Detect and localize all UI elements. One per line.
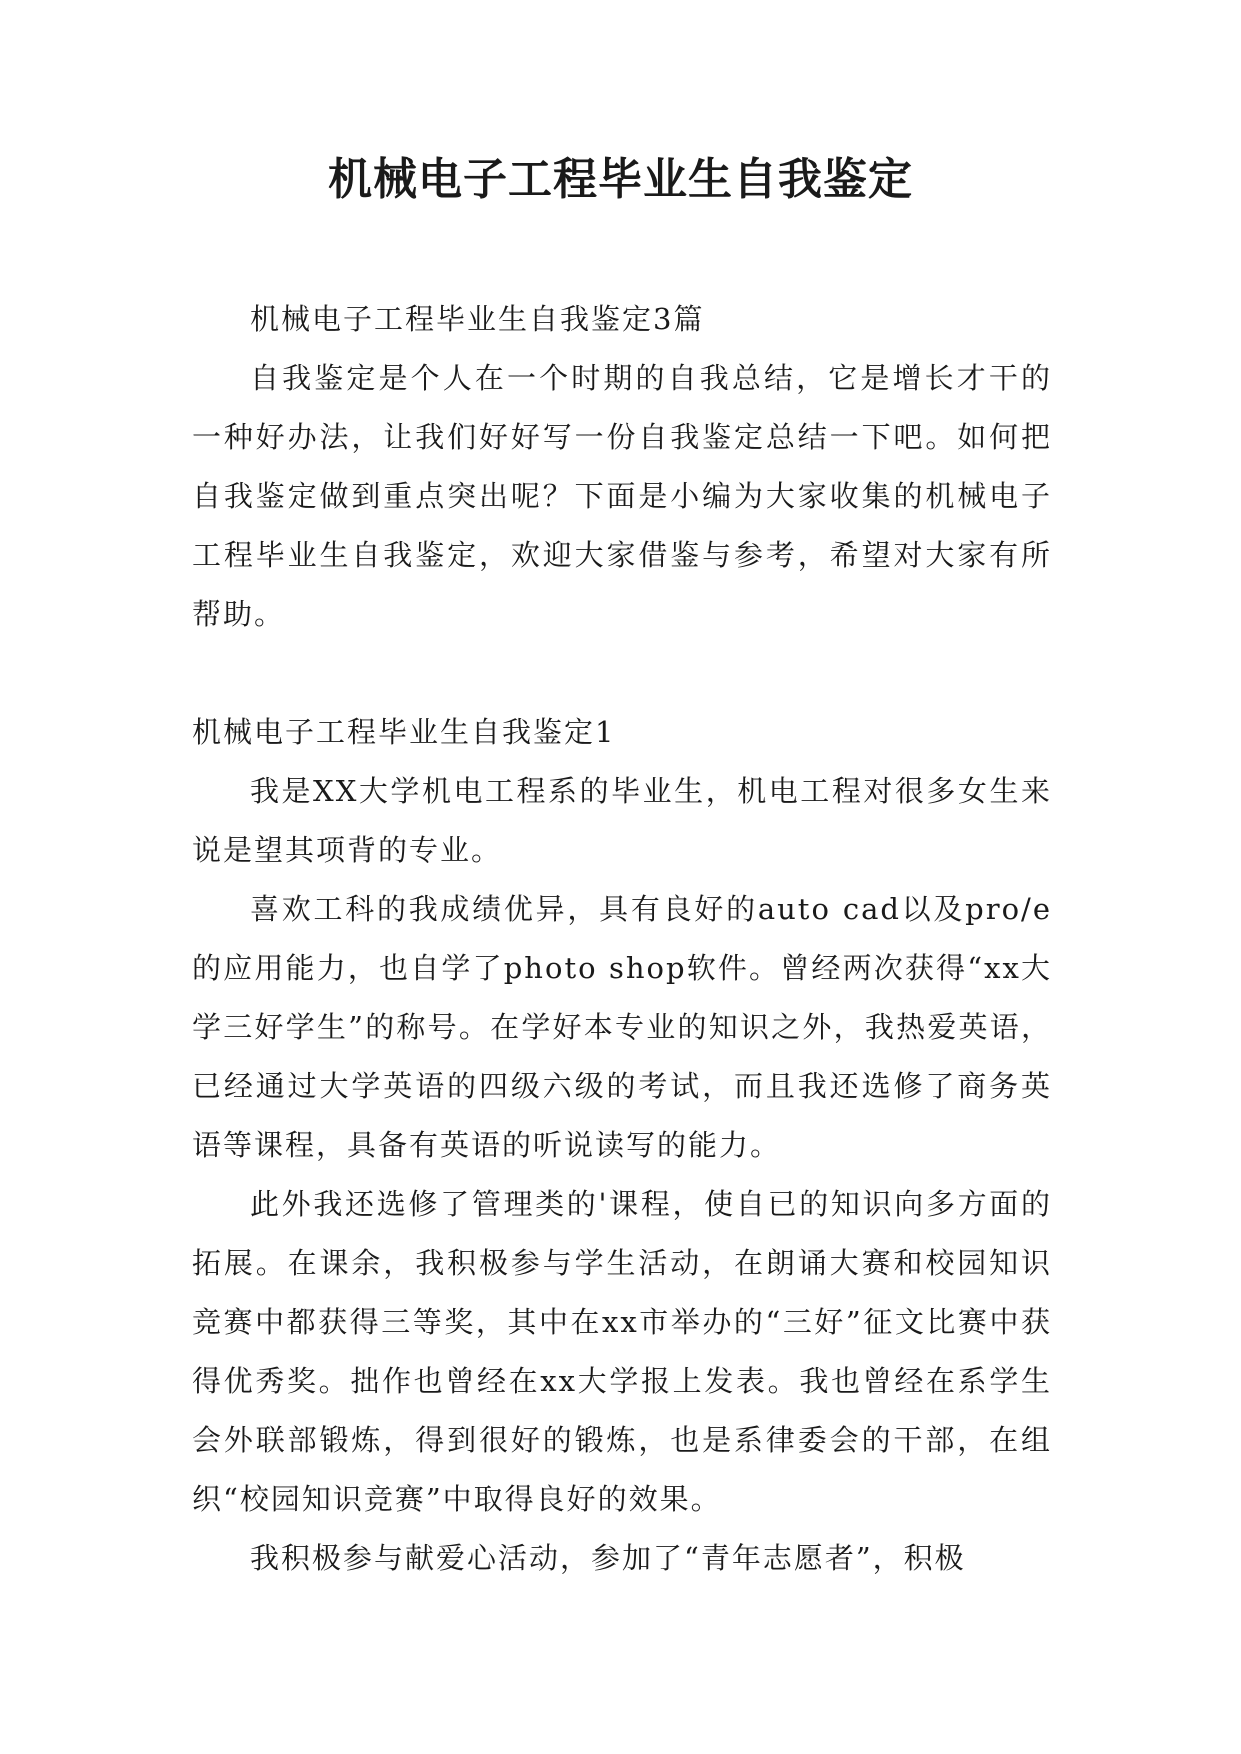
section-heading: 机械电子工程毕业生自我鉴定1 <box>192 715 616 749</box>
document-title: 机械电子工程毕业生自我鉴定 <box>328 154 913 205</box>
document-subtitle: 机械电子工程毕业生自我鉴定3篇 <box>250 302 705 336</box>
document-body <box>192 290 1052 1588</box>
body-paragraph: 我是XX大学机电工程系的毕业生，机电工程对很多女生来说是望其项背的专业。 <box>192 774 1052 867</box>
body-paragraph: 我积极参与献爱心活动，参加了“青年志愿者”，积极 <box>250 1541 966 1575</box>
body-paragraph: 喜欢工科的我成绩优异，具有良好的auto cad以及pro/e的应用能力，也自学了photo shop软件。曾经两次获得“xx大学三好学生”的称号。在学好本专业的知识之外，我热爱英语，已经通过大学英语的四级六级的考试，而且我还选修了商务英语等课程，具备有英语的听说读写的能力。 <box>192 892 1052 1162</box>
body-paragraph: 此外我还选修了管理类的'课程，使自已的知识向多方面的拓展。在课余，我积极参与学生活动，在朗诵大赛和校园知识竞赛中都获得三等奖，其中在xx市举办的“三好”征文比赛中获得优秀奖。拙作也曾经在xx大学报上发表。我也曾经在系学生会外联部锻炼，得到很好的锻炼，也是系律委会的干部，在组织“校园知识竞赛”中取得良好的效果。 <box>192 1187 1052 1516</box>
intro-paragraph: 自我鉴定是个人在一个时期的自我总结，它是增长才干的一种好办法，让我们好好写一份自我鉴定总结一下吧。如何把自我鉴定做到重点突出呢？下面是小编为大家收集的机械电子工程毕业生自我鉴定，欢迎大家借鉴与参考，希望对大家有所帮助。 <box>192 361 1052 631</box>
